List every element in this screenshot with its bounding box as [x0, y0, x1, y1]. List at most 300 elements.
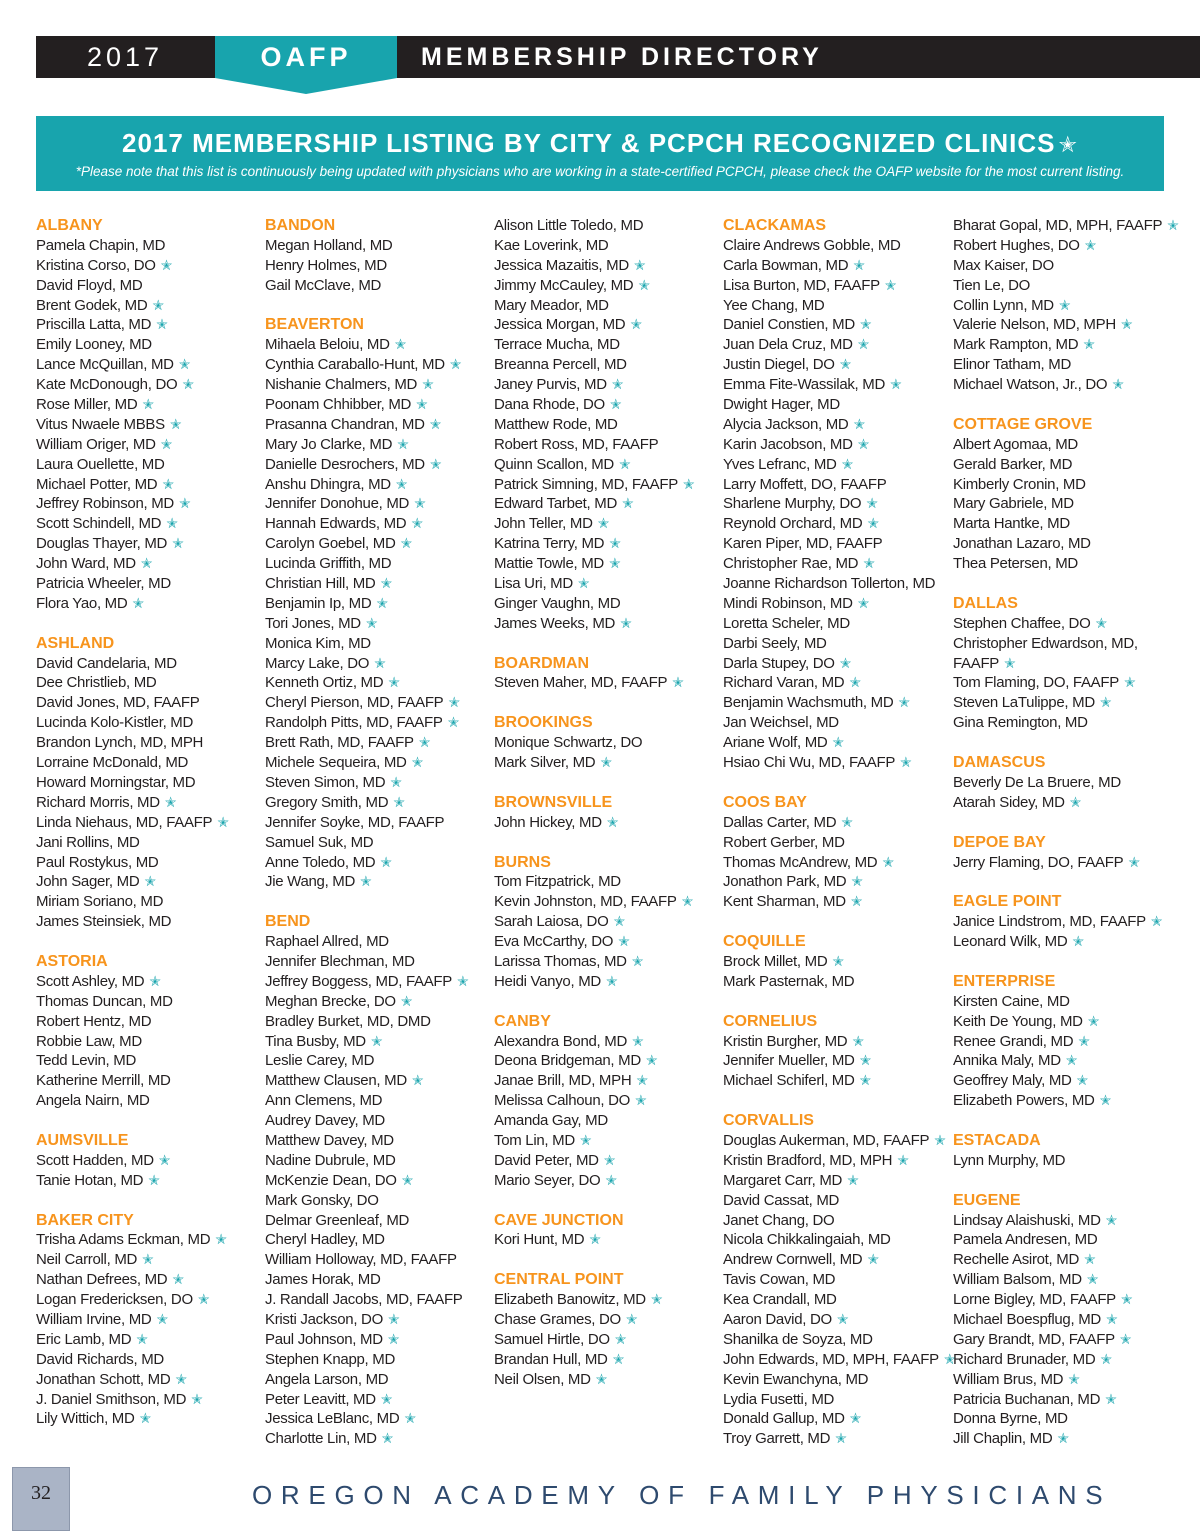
- member-name: Melissa Calhoun, DO: [494, 1092, 631, 1110]
- member-entry: [494, 455, 720, 475]
- pcpch-star-icon: ✭: [1120, 1291, 1133, 1308]
- member-name: Samuel Suk, MD: [265, 833, 374, 851]
- member-name: Elizabeth Banowitz, MD: [494, 1291, 646, 1309]
- member-entry: [723, 654, 949, 674]
- member-name: Hannah Edwards, MD: [265, 515, 407, 533]
- member-name: Lily Wittich, MD: [36, 1410, 135, 1428]
- pcpch-star-icon: ✭: [178, 356, 191, 373]
- pcpch-star-icon: ✭: [852, 1032, 864, 1049]
- pcpch-star-icon: ✭: [577, 575, 590, 592]
- member-entry: [494, 395, 720, 415]
- pcpch-star-icon: ✭: [609, 535, 621, 552]
- member-entry: [265, 1230, 491, 1250]
- member-entry: [953, 435, 1179, 455]
- pcpch-star-icon: ✭: [638, 276, 650, 293]
- banner-note: *Please note that this list is continuously being updated with physicians who are working in a state-certified PCPCH, please check the OAFP website for the most current listing.: [75, 164, 1125, 179]
- member-entry: [953, 494, 1179, 514]
- member-name: Cynthia Caraballo-Hunt, MD: [265, 356, 445, 374]
- member-name: David Peter, MD: [494, 1151, 599, 1169]
- member-name: Sarah Laiosa, DO: [494, 913, 609, 931]
- member-name: Leslie Carey, MD: [265, 1052, 375, 1070]
- member-entry: [723, 296, 949, 316]
- member-entry: [36, 992, 262, 1012]
- member-name: Dee Christlieb, MD: [36, 674, 157, 692]
- pcpch-star-icon: ✭: [169, 415, 182, 432]
- pcpch-star-icon: ✭: [1167, 217, 1179, 233]
- member-name: Thomas McAndrew, MD: [723, 853, 878, 871]
- pcpch-star-icon: ✭: [197, 1291, 210, 1308]
- member-name: J. Daniel Smithson, MD: [36, 1390, 187, 1408]
- member-entry: [723, 614, 949, 634]
- member-entry: [953, 654, 1179, 674]
- member-name: Lorraine McDonald, MD: [36, 754, 189, 772]
- member-name: Lisa Burton, MD, FAAFP: [723, 276, 880, 294]
- pcpch-star-icon: ✭: [132, 594, 144, 611]
- member-entry: [494, 1310, 720, 1330]
- city-heading: EUGENE: [953, 1191, 1021, 1209]
- member-entry: [36, 494, 262, 514]
- pcpch-star-icon: ✭: [148, 1171, 160, 1188]
- member-name: Ginger Vaughn, MD: [494, 594, 621, 612]
- member-name: Kimberly Cronin, MD: [953, 475, 1086, 493]
- pcpch-star-icon: ✭: [636, 1072, 648, 1089]
- pcpch-star-icon: ✭: [144, 873, 156, 890]
- member-entry: [265, 654, 491, 674]
- member-entry: [494, 952, 720, 972]
- member-name: Mark Silver, MD: [494, 754, 596, 772]
- member-entry: [265, 1171, 491, 1191]
- member-name: Quinn Scallon, MD: [494, 455, 614, 473]
- pcpch-star-icon: ✭: [140, 555, 153, 572]
- member-entry: [953, 713, 1179, 733]
- member-name: Rechelle Asirot, MD: [953, 1251, 1080, 1269]
- member-name: Karin Jacobson, MD: [723, 435, 853, 453]
- pcpch-star-icon: ✭: [1150, 913, 1163, 930]
- member-entry: [265, 494, 491, 514]
- member-entry: [265, 813, 491, 833]
- member-name: Kevin Ewanchyna, MD: [723, 1370, 869, 1388]
- member-name: Robert Hughes, DO: [953, 236, 1080, 254]
- spacer: [953, 813, 1179, 833]
- member-name: Mark Pasternak, MD: [723, 972, 855, 990]
- member-name: James Horak, MD: [265, 1271, 381, 1289]
- pcpch-star-icon: ✭: [360, 873, 372, 890]
- member-entry: [953, 1151, 1179, 1171]
- member-entry: [494, 1330, 720, 1350]
- member-name: Mary Meador, MD: [494, 296, 609, 314]
- pcpch-star-icon: ✭: [1123, 674, 1136, 691]
- pcpch-star-icon: ✭: [1105, 1390, 1117, 1407]
- pcpch-star-icon: ✭: [156, 1310, 168, 1327]
- member-name: Michael Potter, MD: [36, 475, 158, 493]
- member-name: Tom Lin, MD: [494, 1131, 575, 1149]
- member-name: Steven Maher, MD, FAAFP: [494, 674, 668, 692]
- member-name: Deona Bridgeman, MD: [494, 1052, 641, 1070]
- member-name: Cheryl Pierson, MD, FAAFP: [265, 694, 444, 712]
- member-entry: [953, 614, 1179, 634]
- pcpch-star-icon: ✭: [411, 1072, 424, 1089]
- pcpch-star-icon: ✭: [394, 336, 407, 353]
- member-name: Brandan Hull, MD: [494, 1350, 608, 1368]
- member-name: Neil Carroll, MD: [36, 1251, 138, 1269]
- member-name: Ariane Wolf, MD: [723, 734, 828, 752]
- pcpch-star-icon: ✭: [1099, 1092, 1111, 1109]
- pcpch-star-icon: ✭: [595, 1370, 608, 1387]
- pcpch-star-icon: ✭: [579, 1131, 592, 1148]
- member-name: John Ward, MD: [36, 555, 136, 573]
- member-name: Donald Gallup, MD: [723, 1410, 845, 1428]
- member-name: John Hickey, MD: [494, 813, 602, 831]
- member-name: Laura Ouellette, MD: [36, 455, 165, 473]
- member-entry: [953, 1409, 1179, 1429]
- member-name: Albert Agomaa, MD: [953, 435, 1078, 453]
- member-name: Kristina Corso, DO: [36, 256, 156, 274]
- member-name: Mark Rampton, MD: [953, 336, 1079, 354]
- city-heading: ALBANY: [36, 217, 103, 234]
- pcpch-star-icon: ✭: [635, 1092, 647, 1109]
- member-entry: [36, 395, 262, 415]
- pcpch-star-icon: ✭: [614, 1330, 627, 1347]
- spacer: [494, 693, 720, 713]
- member-name: Logan Fredericksen, DO: [36, 1291, 193, 1309]
- pcpch-star-icon: ✭: [395, 475, 408, 492]
- member-entry: [723, 276, 949, 296]
- city-heading: EAGLE POINT: [953, 893, 1062, 911]
- member-name: Nicola Chikkalingaiah, MD: [723, 1231, 891, 1249]
- pcpch-star-icon: ✭: [866, 495, 878, 512]
- member-name: Scott Hadden, MD: [36, 1151, 154, 1169]
- spacer: [953, 395, 1179, 415]
- member-name: Gina Remington, MD: [953, 714, 1088, 732]
- member-name: Dana Rhode, DO: [494, 396, 605, 414]
- member-name: Kristin Bradford, MD, MPH: [723, 1151, 893, 1169]
- member-entry: [265, 773, 491, 793]
- member-entry: [265, 932, 491, 952]
- member-name: John Teller, MD: [494, 515, 593, 533]
- member-name: James Weeks, MD: [494, 614, 616, 632]
- banner-title: 2017 MEMBERSHIP LISTING BY CITY & PCPCH RECOGNIZED CLINICS: [122, 128, 1056, 158]
- pcpch-star-icon: ✭: [841, 813, 853, 830]
- member-name: Brandon Lynch, MD, MPH: [36, 734, 204, 752]
- pcpch-star-icon: ✭: [178, 495, 191, 512]
- member-name: Geoffrey Maly, MD: [953, 1072, 1072, 1090]
- member-name: Jie Wang, MD: [265, 873, 356, 891]
- member-entry: [36, 892, 262, 912]
- member-name: Meghan Brecke, DO: [265, 992, 396, 1010]
- member-entry: [723, 534, 949, 554]
- member-entry: [494, 236, 720, 256]
- member-name: Matthew Davey, MD: [265, 1131, 394, 1149]
- city-heading: CENTRAL POINT: [494, 1271, 624, 1289]
- member-entry: [265, 1330, 491, 1350]
- city-heading: ESTACADA: [953, 1131, 1041, 1149]
- member-entry: [953, 634, 1179, 654]
- member-entry: [36, 693, 262, 713]
- member-entry: [265, 1071, 491, 1091]
- member-name: Michael Boespflug, MD: [953, 1310, 1101, 1328]
- spacer: [265, 296, 491, 316]
- member-name: Henry Holmes, MD: [265, 256, 387, 274]
- member-name: Larry Moffett, DO, FAAFP: [723, 475, 887, 493]
- pcpch-star-icon: ✭: [149, 972, 161, 989]
- member-name: Robert Ross, MD, FAAFP: [494, 435, 659, 453]
- pcpch-star-icon: ✭: [1058, 296, 1071, 313]
- member-name: Yves Lefranc, MD: [723, 455, 837, 473]
- member-name: Shanilka de Soyza, MD: [723, 1330, 873, 1348]
- pcpch-star-icon: ✭: [387, 1310, 400, 1327]
- member-entry: [265, 1370, 491, 1390]
- pcpch-star-icon: ✭: [605, 1171, 617, 1188]
- member-entry: [265, 514, 491, 534]
- member-entry: [723, 494, 949, 514]
- member-name: Richard Morris, MD: [36, 793, 160, 811]
- member-name: Margaret Carr, MD: [723, 1171, 843, 1189]
- member-entry: [723, 1390, 949, 1410]
- member-entry: [723, 1350, 956, 1370]
- member-name: Randolph Pitts, MD, FAAFP: [265, 714, 443, 732]
- member-entry: [723, 1270, 949, 1290]
- member-name: William Brus, MD: [953, 1370, 1064, 1388]
- member-entry: [723, 952, 949, 972]
- member-entry: [723, 1310, 949, 1330]
- pcpch-star-icon: ✭: [849, 674, 861, 691]
- pcpch-star-icon: ✭: [609, 396, 622, 413]
- member-entry: [723, 395, 949, 415]
- member-entry: [36, 355, 262, 375]
- member-entry: [953, 296, 1179, 316]
- header-year: 2017: [86, 42, 164, 72]
- pcpch-star-icon: ✭: [620, 614, 632, 631]
- member-name: Mark Gonsky, DO: [265, 1191, 379, 1209]
- member-entry: [36, 335, 262, 355]
- member-entry: [265, 634, 491, 654]
- member-entry: [265, 992, 491, 1012]
- pcpch-star-icon: ✭: [1057, 1430, 1069, 1447]
- member-name: Flora Yao, MD: [36, 594, 128, 612]
- member-entry: [494, 1171, 720, 1191]
- member-entry: [723, 236, 949, 256]
- city-heading: BEAVERTON: [265, 316, 364, 334]
- pcpch-star-icon: ✭: [900, 754, 912, 771]
- member-name: Leonard Wilk, MD: [953, 933, 1068, 951]
- member-entry: [36, 1091, 262, 1111]
- pcpch-star-icon: ✭: [1120, 316, 1133, 333]
- member-entry: [36, 972, 262, 992]
- member-name: Max Kaiser, DO: [953, 256, 1054, 274]
- member-name: William Holloway, MD, FAAFP: [265, 1251, 457, 1269]
- member-entry: [953, 1230, 1179, 1250]
- city-heading: ENTERPRISE: [953, 972, 1056, 990]
- pcpch-star-icon: ✭: [630, 316, 642, 333]
- member-entry: [953, 1429, 1179, 1449]
- member-name: Anshu Dhingra, MD: [265, 475, 391, 493]
- member-entry: [953, 793, 1179, 813]
- member-name: Joanne Richardson Tollerton, MD: [723, 575, 936, 593]
- member-name: Kate McDonough, DO: [36, 376, 178, 394]
- pcpch-star-icon: ✭: [606, 813, 619, 830]
- member-name: Katherine Merrill, MD: [36, 1072, 171, 1090]
- member-entry: [953, 514, 1179, 534]
- member-name: Jonathon Park, MD: [723, 873, 847, 891]
- member-entry: [265, 256, 491, 276]
- member-entry: [36, 415, 262, 435]
- member-name: Emily Looney, MD: [36, 336, 152, 354]
- member-name: Janet Chang, DO: [723, 1211, 835, 1229]
- member-entry: [265, 853, 491, 873]
- pcpch-star-icon: ✭: [381, 1430, 394, 1447]
- member-name: John Edwards, MD, MPH, FAAFP: [723, 1350, 939, 1368]
- member-entry: [36, 1032, 262, 1052]
- member-entry: [494, 256, 720, 276]
- pcpch-star-icon: ✭: [448, 694, 460, 711]
- pcpch-star-icon: ✭: [1119, 1330, 1132, 1347]
- member-entry: [36, 1071, 262, 1091]
- member-entry: [953, 912, 1179, 932]
- pcpch-star-icon: ✭: [400, 535, 412, 552]
- member-entry: [953, 335, 1179, 355]
- member-entry: [36, 1051, 262, 1071]
- pcpch-star-icon: ✭: [411, 754, 423, 771]
- member-entry: [723, 375, 949, 395]
- member-entry: [265, 276, 491, 296]
- member-entry: [494, 1230, 720, 1250]
- member-entry: [723, 1250, 949, 1270]
- member-entry: [36, 554, 262, 574]
- pcpch-star-icon: ✭: [589, 1231, 601, 1248]
- member-name: Emma Fite-Wassilak, MD: [723, 376, 886, 394]
- member-entry: [494, 415, 720, 435]
- pcpch-star-icon: ✭: [1072, 933, 1084, 950]
- member-name: Kori Hunt, MD: [494, 1231, 585, 1249]
- member-name: Stephen Knapp, MD: [265, 1350, 395, 1368]
- member-entry: [265, 574, 491, 594]
- city-heading: CLACKAMAS: [723, 217, 827, 234]
- member-name: Jessica LeBlanc, MD: [265, 1410, 400, 1428]
- pcpch-star-icon: ✭: [449, 356, 462, 373]
- member-name: Jessica Morgan, MD: [494, 316, 626, 334]
- member-entry: [723, 1230, 949, 1250]
- member-entry: [265, 1390, 491, 1410]
- member-entry: [494, 1091, 720, 1111]
- member-name: Renee Grandi, MD: [953, 1032, 1074, 1050]
- member-entry: [723, 872, 949, 892]
- pcpch-star-icon: ✭: [380, 853, 392, 870]
- member-entry: [953, 216, 1179, 236]
- member-entry: [36, 872, 262, 892]
- member-entry: [494, 1051, 720, 1071]
- member-name: Kea Crandall, MD: [723, 1291, 837, 1309]
- member-name: Jennifer Donohue, MD: [265, 495, 410, 513]
- pcpch-star-icon: ✭: [859, 1072, 871, 1089]
- member-entry: [265, 614, 491, 634]
- member-entry: [723, 435, 949, 455]
- member-entry: [723, 1429, 949, 1449]
- pcpch-star-icon: ✭: [142, 1251, 154, 1268]
- member-entry: [953, 256, 1179, 276]
- member-name: Peter Leavitt, MD: [265, 1390, 376, 1408]
- pcpch-star-icon: ✭: [1105, 1310, 1118, 1327]
- member-entry: [494, 733, 720, 753]
- member-entry: [494, 315, 720, 335]
- member-entry: [723, 554, 949, 574]
- member-name: Lance McQuillan, MD: [36, 356, 174, 374]
- member-name: Elizabeth Powers, MD: [953, 1092, 1095, 1110]
- pcpch-star-icon: ✭: [387, 1330, 400, 1347]
- member-entry: [494, 276, 720, 296]
- pcpch-star-icon: ✭: [611, 376, 624, 393]
- member-name: Anne Toledo, MD: [265, 853, 376, 871]
- pcpch-star-icon: ✭: [841, 455, 854, 472]
- directory-column-5: [953, 216, 1179, 1449]
- member-entry: [723, 813, 949, 833]
- spacer: [953, 1171, 1179, 1191]
- pcpch-star-icon: ✭: [1069, 793, 1082, 810]
- member-entry: [494, 614, 720, 634]
- pcpch-star-icon: ✭: [832, 952, 844, 969]
- member-name: Jerry Flaming, DO, FAAFP: [953, 853, 1124, 871]
- member-entry: [723, 833, 949, 853]
- member-entry: [494, 494, 720, 514]
- member-name: Robert Hentz, MD: [36, 1012, 152, 1030]
- header-org: OAFP: [260, 42, 352, 72]
- city-heading: AUMSVILLE: [36, 1131, 129, 1149]
- member-entry: [494, 1290, 720, 1310]
- member-entry: [723, 1409, 949, 1429]
- member-name: Robbie Law, MD: [36, 1032, 142, 1050]
- city-heading: CORNELIUS: [723, 1012, 818, 1030]
- member-name: Scott Schindell, MD: [36, 515, 162, 533]
- member-entry: [265, 534, 491, 554]
- pcpch-star-icon: ✭: [429, 455, 442, 472]
- pcpch-star-icon: ✭: [447, 714, 460, 731]
- member-name: Thea Petersen, MD: [953, 555, 1078, 573]
- member-entry: [953, 773, 1179, 793]
- member-name: Mihaela Beloiu, MD: [265, 336, 390, 354]
- member-entry: [953, 1270, 1179, 1290]
- member-name: Patricia Buchanan, MD: [953, 1390, 1101, 1408]
- member-entry: [36, 256, 262, 276]
- member-name: Cheryl Hadley, MD: [265, 1231, 385, 1249]
- member-entry: [953, 1290, 1179, 1310]
- member-name: Daniel Constien, MD: [723, 316, 855, 334]
- member-entry: [723, 514, 949, 534]
- member-name: Jennifer Mueller, MD: [723, 1052, 855, 1070]
- member-entry: [265, 1350, 491, 1370]
- city-heading: BAKER CITY: [36, 1211, 134, 1229]
- member-name: Troy Garrett, MD: [723, 1430, 831, 1448]
- member-entry: [494, 1370, 720, 1390]
- pcpch-star-icon: ✭: [1084, 1251, 1096, 1268]
- member-entry: [36, 1409, 262, 1429]
- pcpch-star-icon: ✭: [600, 754, 612, 771]
- member-name: Larissa Thomas, MD: [494, 952, 627, 970]
- member-entry: [265, 1012, 491, 1032]
- pcpch-star-icon: ✭: [401, 1171, 414, 1188]
- member-name: Lisa Uri, MD: [494, 575, 573, 593]
- member-name: Christopher Edwardson, MD,: [953, 634, 1138, 652]
- city-heading: ASHLAND: [36, 634, 115, 652]
- member-name: Samuel Hirtle, DO: [494, 1330, 610, 1348]
- member-entry: [265, 1151, 491, 1171]
- member-entry: [723, 892, 949, 912]
- member-entry: [36, 833, 262, 853]
- pcpch-star-icon: ✭: [618, 455, 631, 472]
- member-name: J. Randall Jacobs, MD, FAAFP: [265, 1291, 463, 1309]
- member-name: Stephen Chaffee, DO: [953, 614, 1091, 632]
- member-entry: [36, 435, 262, 455]
- member-name: Dallas Carter, MD: [723, 813, 837, 831]
- pcpch-star-icon: ✭: [380, 575, 392, 592]
